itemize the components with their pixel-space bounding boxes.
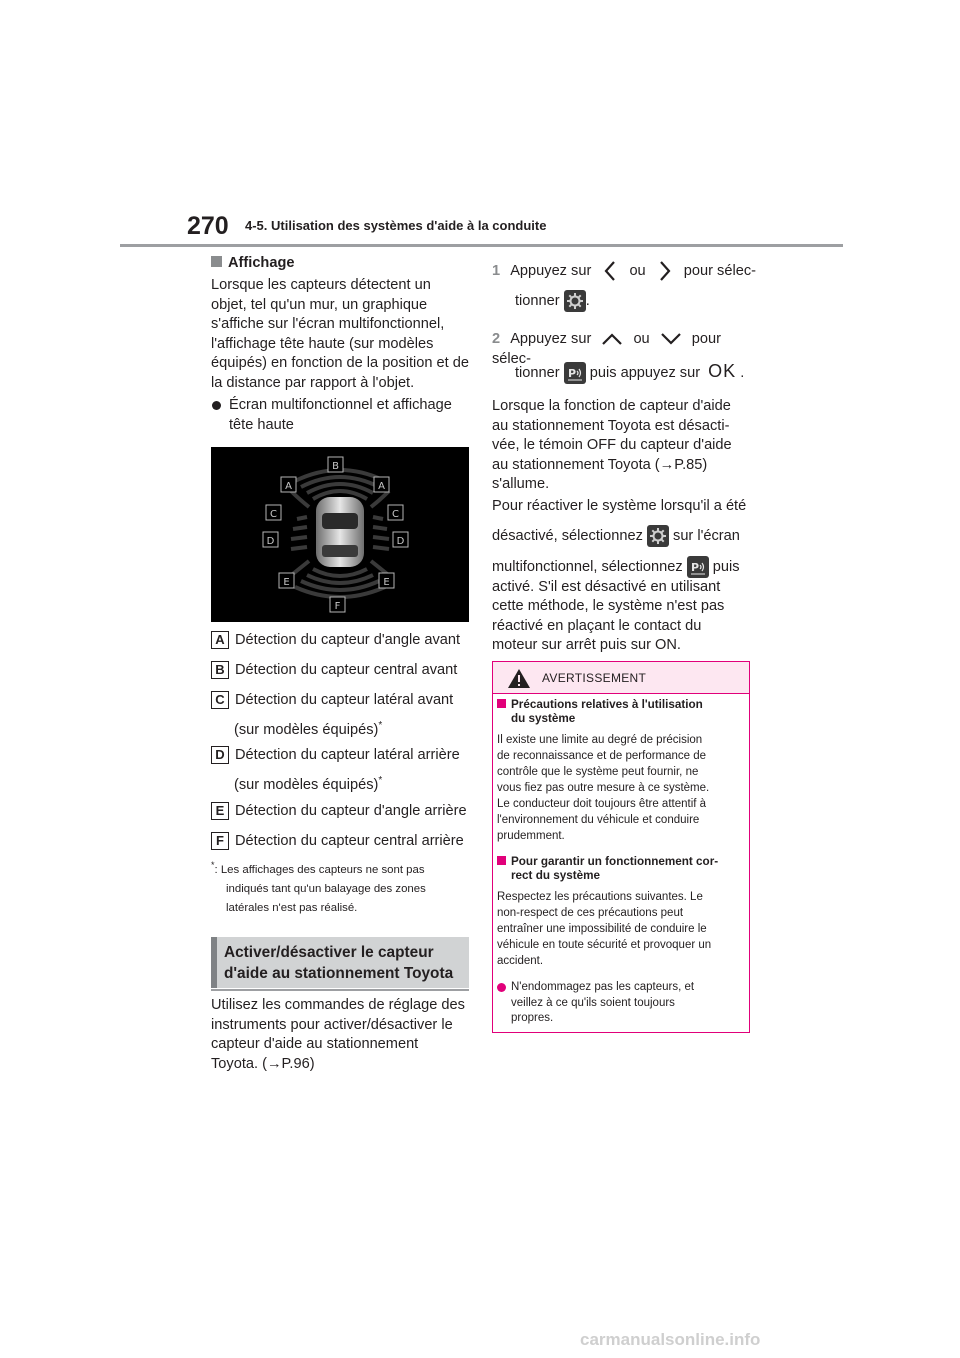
step-text: pour sélec- xyxy=(492,331,722,367)
bullet-display-type xyxy=(211,396,471,435)
legend-sub-d xyxy=(234,771,382,795)
legend-text: Détection du capteur central arrière xyxy=(235,833,464,849)
para-text: sur l'écran xyxy=(673,527,740,544)
warning-sub-line: rect du système xyxy=(511,869,600,882)
step-text: Appuyez sur xyxy=(510,331,592,347)
paragraph-deactivated xyxy=(492,397,757,495)
square-bullet-icon xyxy=(497,856,506,865)
legend-letter: A xyxy=(211,631,229,649)
section-heading-rule xyxy=(211,989,469,991)
step-text: tionner xyxy=(515,292,560,309)
figure-label: D xyxy=(266,536,275,547)
parking-sensor-icon xyxy=(564,362,586,384)
step-1-cont xyxy=(515,290,590,312)
step-text: pour sélec- xyxy=(683,262,756,279)
chevron-up-icon xyxy=(601,331,623,347)
para-line: vée, le témoin OFF du capteur d'aide xyxy=(492,437,732,453)
section-heading xyxy=(211,937,469,988)
sensor-display-illustration xyxy=(211,447,469,622)
warning-text-1 xyxy=(497,732,745,844)
warning-line: entraîner une impossibilité de conduire le xyxy=(497,923,707,935)
step-number: 2 xyxy=(492,331,501,347)
legend-sub-text: (sur modèles équipés) xyxy=(234,776,379,793)
intro-line: équipés) en fonction de la position et de xyxy=(211,355,470,371)
bullet-line: tête haute xyxy=(229,416,294,433)
step-text: puis appuyez sur xyxy=(589,365,701,381)
intro-line: objet, tel qu'un mur, un graphique xyxy=(211,296,428,313)
parking-sensor-icon xyxy=(687,556,709,578)
intro-line: Lorsque les capteurs détectent un xyxy=(211,277,431,293)
legend-sub-text: (sur modèles équipés) xyxy=(234,721,379,738)
para-text: multifonctionnel, sélectionnez xyxy=(492,558,683,575)
ok-button-icon: OK xyxy=(708,361,737,381)
legend-letter: B xyxy=(211,661,229,679)
warning-bullet-line: propres. xyxy=(511,1012,554,1024)
figure-label: B xyxy=(332,461,339,472)
section-title: 4-5. Utilisation des systèmes d'aide à la conduite xyxy=(245,218,547,233)
para-line: Pour réactiver le système lorsqu'il a été xyxy=(492,498,747,514)
figure-label: A xyxy=(378,481,385,492)
legend-letter: C xyxy=(211,691,229,709)
para-line: s'allume. xyxy=(492,476,550,492)
warning-text-2 xyxy=(497,889,745,969)
figure-label: A xyxy=(285,481,292,492)
intro-line: l'affichage tête haute (sur modèles xyxy=(211,335,434,352)
warning-subheading-1 xyxy=(497,698,703,726)
para-line: réactivé en plaçant le contact du xyxy=(492,617,702,634)
footnote-star: * xyxy=(378,775,383,786)
paragraph-reactivate xyxy=(492,497,757,656)
warning-header xyxy=(493,662,749,694)
bullet-line: Écran multifonctionnel et affichage xyxy=(229,397,452,413)
warning-sub-line: Précautions relatives à l'utilisation xyxy=(511,698,703,711)
step-text: . xyxy=(585,292,590,309)
warning-bullet xyxy=(497,980,745,1027)
step-text: . xyxy=(740,365,745,381)
legend-item-f xyxy=(211,831,464,851)
warning-title: AVERTISSEMENT xyxy=(542,671,647,685)
sensor-display-figure xyxy=(211,447,469,622)
legend-item-d xyxy=(211,745,460,765)
legend-item-b xyxy=(211,660,457,680)
intro-line: la distance par rapport à l'objet. xyxy=(211,374,415,391)
warning-line: Respectez les précautions suivantes. Le xyxy=(497,891,703,903)
step-text: ou xyxy=(629,262,646,279)
closing-line: instruments pour activer/désactiver le xyxy=(211,1016,453,1033)
warning-line: Le conducteur doit toujours être attentif à xyxy=(497,798,707,810)
bullet-dot-icon xyxy=(497,983,506,992)
para-line: cette méthode, le système n'est pas xyxy=(492,598,725,614)
square-bullet-icon xyxy=(497,699,506,708)
subheading-affichage xyxy=(211,255,295,271)
step-2-cont xyxy=(515,362,744,384)
svg-text:P: P xyxy=(567,367,576,381)
warning-bullet-line: veillez à ce qu'ils soient toujours xyxy=(511,996,675,1009)
figure-label: F xyxy=(334,601,341,612)
para-line: Lorsque la fonction de capteur d'aide xyxy=(492,398,731,414)
gear-icon xyxy=(564,290,586,312)
header-rule xyxy=(120,244,843,247)
legend-item-e xyxy=(211,801,467,821)
warning-line: l'environnement du véhicule et conduire xyxy=(497,814,700,826)
warning-line: prudemment. xyxy=(497,830,565,842)
figure-label: C xyxy=(392,509,399,520)
legend-item-a xyxy=(211,630,460,650)
section-heading-line: Activer/désactiver le capteur xyxy=(224,944,434,961)
closing-line: Toyota. (→P.96) xyxy=(211,1055,315,1072)
warning-line: accident. xyxy=(497,955,544,967)
legend-item-c xyxy=(211,690,453,710)
bullet-dot-icon xyxy=(212,401,221,410)
para-line: activé. S'il est désactivé en utilisant xyxy=(492,578,721,595)
warning-line: non-respect de ces précautions peut xyxy=(497,907,684,919)
footnote-line: : Les affichages des capteurs ne sont pas xyxy=(214,863,425,876)
figure-label: D xyxy=(396,536,405,547)
watermark: carmanualsonline.info xyxy=(580,1330,761,1349)
warning-line: de reconnaissance et de performance de xyxy=(497,750,707,762)
para-text: puis xyxy=(712,558,740,575)
footnote-line: indiqués tant qu'un balayage des zones xyxy=(226,882,426,895)
warning-line: vous fiez pas outre mesure à ce système. xyxy=(497,782,710,794)
step-text: Appuyez sur xyxy=(510,262,592,279)
figure-label: E xyxy=(283,577,290,588)
chevron-down-icon xyxy=(660,331,682,347)
intro-paragraph xyxy=(211,276,473,393)
footnote xyxy=(211,856,471,918)
square-bullet-icon xyxy=(211,256,222,267)
step-1 xyxy=(492,260,762,282)
closing-paragraph xyxy=(211,996,473,1074)
intro-line: s'affiche sur l'écran multifonctionnel, xyxy=(211,316,445,332)
page-number: 270 xyxy=(187,212,229,240)
footnote-star: * xyxy=(378,720,383,731)
warning-sub-line: Pour garantir un fonctionnement cor- xyxy=(511,855,719,868)
section-heading-line: d'aide au stationnement Toyota xyxy=(224,965,454,982)
gear-icon xyxy=(647,525,669,547)
warning-subheading-2 xyxy=(497,855,718,883)
step-number: 1 xyxy=(492,262,501,279)
footnote-mark: * xyxy=(211,860,215,870)
para-line: au stationnement Toyota est désacti- xyxy=(492,417,730,434)
legend-text: Détection du capteur d'angle avant xyxy=(235,632,461,648)
subheading-text: Affichage xyxy=(228,255,295,271)
warning-bullet-line: N'endommagez pas les capteurs, et xyxy=(511,981,695,993)
warning-line: Il existe une limite au degré de précision xyxy=(497,734,703,746)
warning-sub-line: du système xyxy=(511,712,576,725)
chevron-right-icon xyxy=(656,260,674,282)
legend-text: Détection du capteur latéral arrière xyxy=(235,747,460,763)
warning-line: véhicule en toute sécurité et provoquer un xyxy=(497,939,712,951)
legend-letter: E xyxy=(211,802,229,820)
warning-line: contrôle que le système peut fournir, ne xyxy=(497,766,699,778)
step-text: tionner xyxy=(515,365,560,381)
closing-line: capteur d'aide au stationnement xyxy=(211,1036,419,1052)
para-line: moteur sur arrêt puis sur ON. xyxy=(492,637,681,653)
chevron-left-icon xyxy=(601,260,619,282)
legend-sub-c xyxy=(234,716,382,740)
legend-letter: D xyxy=(211,746,229,764)
legend-text: Détection du capteur latéral avant xyxy=(235,692,454,708)
step-text: ou xyxy=(633,331,650,347)
closing-line: Utilisez les commandes de réglage des xyxy=(211,997,465,1013)
legend-text: Détection du capteur central avant xyxy=(235,662,458,678)
warning-triangle-icon xyxy=(507,668,531,689)
svg-text:P: P xyxy=(690,560,699,574)
para-text: désactivé, sélectionnez xyxy=(492,527,643,544)
warning-box xyxy=(492,661,750,1033)
figure-label: E xyxy=(383,577,390,588)
legend-letter: F xyxy=(211,832,229,850)
figure-label: C xyxy=(270,509,277,520)
legend-text: Détection du capteur d'angle arrière xyxy=(235,803,467,819)
footnote-line: latérales n'est pas réalisé. xyxy=(226,901,358,914)
para-line: au stationnement Toyota (→P.85) xyxy=(492,456,708,473)
